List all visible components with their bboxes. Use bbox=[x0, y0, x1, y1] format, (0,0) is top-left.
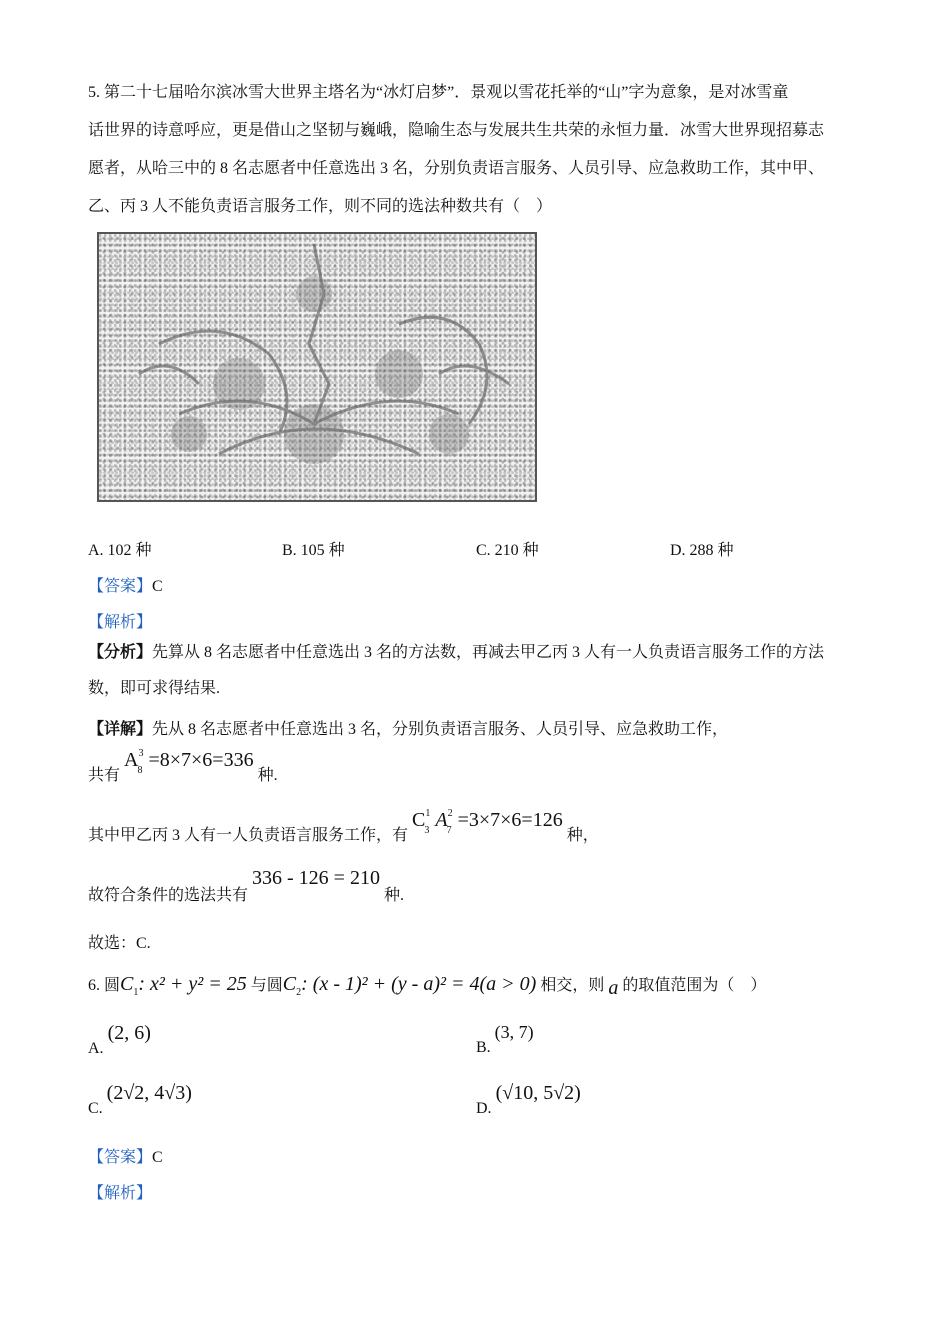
q6-answer-value: C bbox=[152, 1149, 163, 1166]
q5-fenxi-line-1: 先算从 8 名志愿者中任意选出 3 名的方法数，再减去甲乙丙 3 人有一人负责语言服务工作的方法 bbox=[152, 644, 825, 661]
q5-formula-line-3 bbox=[88, 866, 404, 904]
q5-stem bbox=[88, 74, 863, 226]
q5-zhong-3: 种. bbox=[383, 887, 404, 904]
q6-option-a bbox=[88, 1022, 151, 1057]
q6-option-a-label: A. bbox=[88, 1040, 104, 1057]
q5-stem-line-3: 愿者，从哈三中的 8 名志愿者中任意选出 3 名，分别负责语言服务、人员引导、应急救助工作，其中甲、 bbox=[88, 160, 825, 177]
q5-option-d: D. 288 种 bbox=[670, 542, 734, 559]
q5-fenxi-line-2: 数，即可求得结果. bbox=[88, 680, 221, 697]
q5-option-c: C. 210 种 bbox=[476, 542, 539, 559]
q5-fenxi bbox=[88, 635, 863, 707]
q5-formula-1: $A^3_8 =8\times 7\times 6=336$ bbox=[124, 747, 254, 776]
q5-answer-tag: 【答案】 bbox=[88, 578, 153, 595]
q6-option-d bbox=[476, 1082, 581, 1117]
q5-conclusion: 故选：C. bbox=[88, 935, 151, 952]
q6-eq1: : x² + y² = 25 bbox=[138, 973, 247, 995]
q5-detail-text: 先从 8 名志愿者中任意选出 3 名，分别负责语言服务、人员引导、应急救助工作， bbox=[152, 721, 729, 738]
q6-analysis-tag: 【解析】 bbox=[88, 1185, 153, 1202]
q5-analysis-tag: 【解析】 bbox=[88, 614, 153, 631]
q6-option-d-label: D. bbox=[476, 1100, 492, 1117]
q5-formula-1-value: =8×7×6=336 bbox=[148, 749, 254, 771]
q6-prefix: 6. 圆 bbox=[88, 977, 121, 994]
q5-detail-line-1 bbox=[88, 716, 728, 739]
q6-option-c bbox=[88, 1082, 192, 1117]
q6-option-b bbox=[476, 1022, 534, 1054]
ice-tower-sketch bbox=[99, 234, 535, 500]
q6-eq2: : (x - 1)² + (y - a)² = 4(a > 0) bbox=[301, 973, 537, 995]
q5-stem-line-1: 5. 第二十七届哈尔滨冰雪大世界主塔名为“冰灯启梦”．景观以雪花托举的“山”字为意象，是对冰雪童 bbox=[88, 84, 789, 101]
q5-formula-line-1 bbox=[88, 747, 278, 784]
q6-c2-symbol: $C_2$ bbox=[282, 973, 302, 998]
q5-formula-2: $C^1_3$ $A^2_7 =3\times 7\times 6=126$ bbox=[412, 807, 563, 836]
q6-suffix: 相交，则 bbox=[540, 977, 605, 994]
q6-mid: 与圆 bbox=[250, 977, 283, 994]
q5-zhong-1: 种. bbox=[257, 767, 278, 784]
q5-answer-line bbox=[88, 573, 163, 596]
q6-option-a-value: (2, 6) bbox=[107, 1022, 151, 1044]
q5-option-a: A. 102 种 bbox=[88, 542, 152, 559]
q6-answer-line bbox=[88, 1144, 163, 1167]
q5-stem-line-2: 话世界的诗意呼应，更是借山之坚韧与巍峨，隐喻生态与发展共生共荣的永恒力量．冰雪大世界现招募志 bbox=[88, 122, 825, 139]
q6-option-b-label: B. bbox=[476, 1039, 491, 1056]
q5-fenxi-tag: 【分析】 bbox=[88, 644, 153, 661]
q5-stem-line-4: 乙、丙 3 人不能负责语言服务工作，则不同的选法种数共有（ ） bbox=[88, 198, 553, 215]
q6-option-b-value: (3, 7) bbox=[494, 1022, 534, 1042]
q5-gongyou-text: 共有 bbox=[88, 767, 121, 784]
q6-answer-tag: 【答案】 bbox=[88, 1149, 153, 1166]
ice-tower-photo bbox=[97, 232, 537, 502]
q6-option-d-value: (√10, 5√2) bbox=[495, 1082, 581, 1104]
q5-sub-prefix: 其中甲乙丙 3 人有一人负责语言服务工作，有 bbox=[88, 827, 409, 844]
q5-detail-tag: 【详解】 bbox=[88, 721, 153, 738]
q5-zhong-2: 种， bbox=[566, 827, 599, 844]
q6-option-c-label: C. bbox=[88, 1100, 103, 1117]
q5-total-prefix: 故符合条件的选法共有 bbox=[88, 887, 249, 904]
q5-option-b: B. 105 种 bbox=[282, 542, 345, 559]
q5-answer-value: C bbox=[152, 578, 163, 595]
q6-option-c-value: (2√2, 4√3) bbox=[106, 1082, 192, 1104]
q6-stem bbox=[88, 972, 766, 1002]
q6-var-a: a bbox=[608, 977, 619, 999]
q6-suffix-2: 的取值范围为（ ） bbox=[622, 977, 767, 994]
q6-c1-symbol: $C_1$ bbox=[120, 973, 139, 998]
q5-formula-line-2 bbox=[88, 807, 599, 844]
q5-formula-3: 336 - 126 = 210 bbox=[252, 867, 380, 889]
q5-formula-2-value: =3×7×6=126 bbox=[457, 809, 563, 831]
